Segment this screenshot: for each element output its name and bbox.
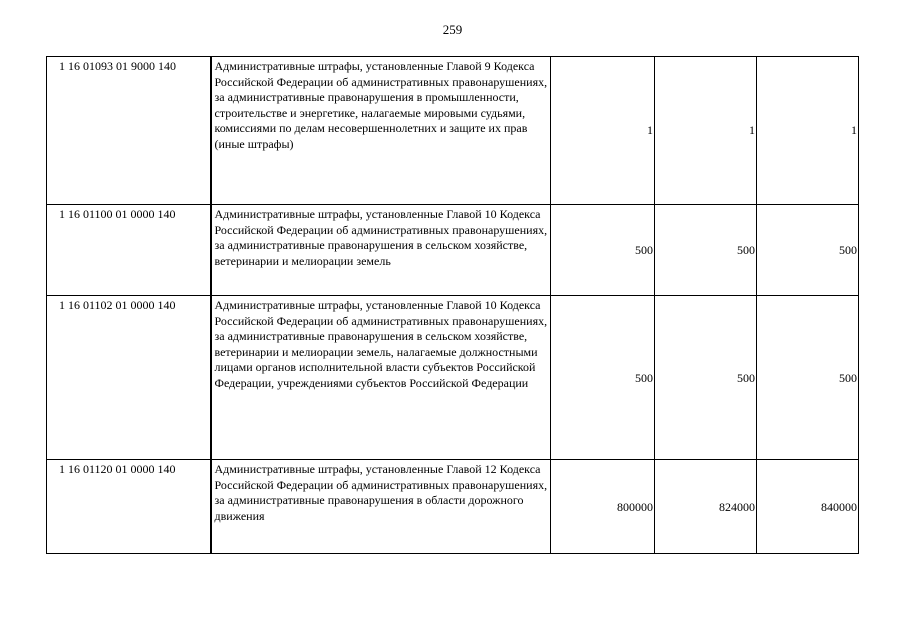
description-cell: Административные штрафы, установленные Главой 12 Кодекса Российской Федерации об административных правонарушениях, за административные правонарушения в области дорожного движения <box>211 460 551 554</box>
page-number: 259 <box>442 22 463 37</box>
value-cell-year-3: 840000 <box>757 460 859 554</box>
budget-code-cell: 1 16 01093 01 9000 140 <box>47 57 211 205</box>
table-row <box>47 460 859 554</box>
value-cell-year-1: 500 <box>551 296 655 460</box>
value-cell-year-3: 1 <box>757 57 859 205</box>
value-cell-year-1: 800000 <box>551 460 655 554</box>
revenue-table <box>46 56 859 554</box>
value-cell-year-1: 500 <box>551 205 655 296</box>
value-cell-year-2: 500 <box>655 296 757 460</box>
description-cell: Административные штрафы, установленные Главой 10 Кодекса Российской Федерации об административных правонарушениях, за административные правонарушения в сельском хозяйстве, ветеринарии и мелиорации земель <box>211 205 551 296</box>
table-row <box>47 57 859 205</box>
value-cell-year-3: 500 <box>757 296 859 460</box>
value-cell-year-1: 1 <box>551 57 655 205</box>
budget-code-cell: 1 16 01102 01 0000 140 <box>47 296 211 460</box>
table-row <box>47 296 859 460</box>
value-cell-year-3: 500 <box>757 205 859 296</box>
budget-code-cell: 1 16 01120 01 0000 140 <box>47 460 211 554</box>
value-cell-year-2: 1 <box>655 57 757 205</box>
description-cell: Административные штрафы, установленные Главой 9 Кодекса Российской Федерации об административных правонарушениях, за административные правонарушения в промышленности, строительстве и энергетике, налагаемые мировыми судьями, комиссиями по делам несовершеннолетних и защите их прав (иные штрафы) <box>211 57 551 205</box>
budget-code-cell: 1 16 01100 01 0000 140 <box>47 205 211 296</box>
value-cell-year-2: 824000 <box>655 460 757 554</box>
value-cell-year-2: 500 <box>655 205 757 296</box>
description-cell: Административные штрафы, установленные Главой 10 Кодекса Российской Федерации об административных правонарушениях, за административные правонарушения в сельском хозяйстве, ветеринарии и мелиорации земель, налагаемые должностными лицами органов исполнительной власти субъектов Российской Федерации, учреждениями субъектов Российской Федерации <box>211 296 551 460</box>
table-row <box>47 205 859 296</box>
